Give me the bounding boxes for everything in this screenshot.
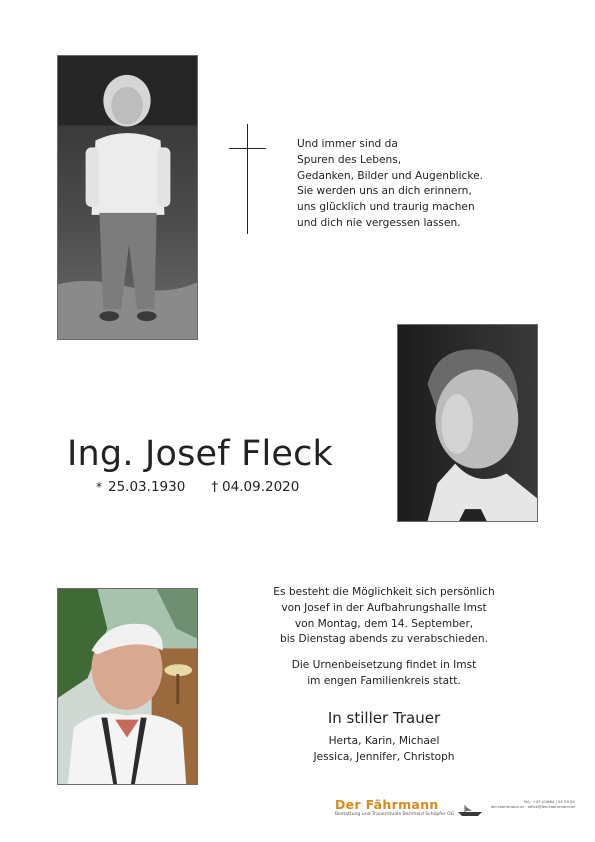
poem-line: Sie werden uns an dich erinnern,	[297, 185, 472, 198]
logo-subtitle: Bestattung und Trauerrituale Bernhard Schöpfer OG	[335, 812, 455, 817]
family-line: Herta, Karin, Michael	[328, 735, 440, 747]
birth-date: 25.03.1930	[108, 479, 186, 495]
mourning-heading: In stiller Trauer	[327, 709, 441, 727]
childhood-photo	[57, 55, 198, 340]
info-line: Die Urnenbeisetzung findet in Imst	[291, 659, 477, 672]
family-line: Jessica, Jennifer, Christoph	[313, 750, 455, 763]
elderly-photo	[57, 588, 198, 785]
boat-icon	[457, 803, 483, 817]
poem-line: Gedanken, Bilder und Augenblicke.	[297, 169, 484, 182]
life-dates	[96, 479, 356, 495]
family-names	[250, 734, 518, 766]
info-line: bis Dienstag abends zu verabschieden.	[279, 633, 489, 646]
birth-symbol: *	[96, 480, 102, 494]
info-line: im engen Familienkreis statt.	[307, 674, 461, 687]
contact-line: Tel.: +43 (0)664 / 91 59 60	[523, 799, 575, 804]
viewing-information	[250, 585, 518, 690]
logo-contact	[487, 799, 575, 809]
death-symbol: †	[211, 479, 219, 495]
funeral-home-logo	[335, 797, 575, 825]
poem-line: uns glücklich und traurig machen	[297, 201, 475, 214]
memorial-poem	[297, 137, 567, 232]
logo-title: Der Fährmann	[335, 797, 439, 812]
contact-line: der-faehrmann.at · office@der-faehrmann.at	[490, 804, 575, 810]
cross-icon-bar	[229, 148, 266, 149]
poem-line: Spuren des Lebens,	[297, 153, 402, 166]
info-line: von Josef in der Aufbahrungshalle Imst	[281, 601, 487, 614]
poem-line: und dich nie vergessen lassen.	[297, 216, 461, 229]
deceased-name: Ing. Josef Fleck	[67, 434, 334, 474]
cross-icon	[247, 124, 248, 234]
info-line: von Montag, dem 14. September,	[294, 617, 474, 630]
info-line: Es besteht die Möglichkeit sich persönlich	[273, 586, 495, 598]
death-date: 04.09.2020	[222, 479, 300, 495]
portrait-photo	[397, 324, 538, 522]
poem-line: Und immer sind da	[297, 138, 398, 150]
